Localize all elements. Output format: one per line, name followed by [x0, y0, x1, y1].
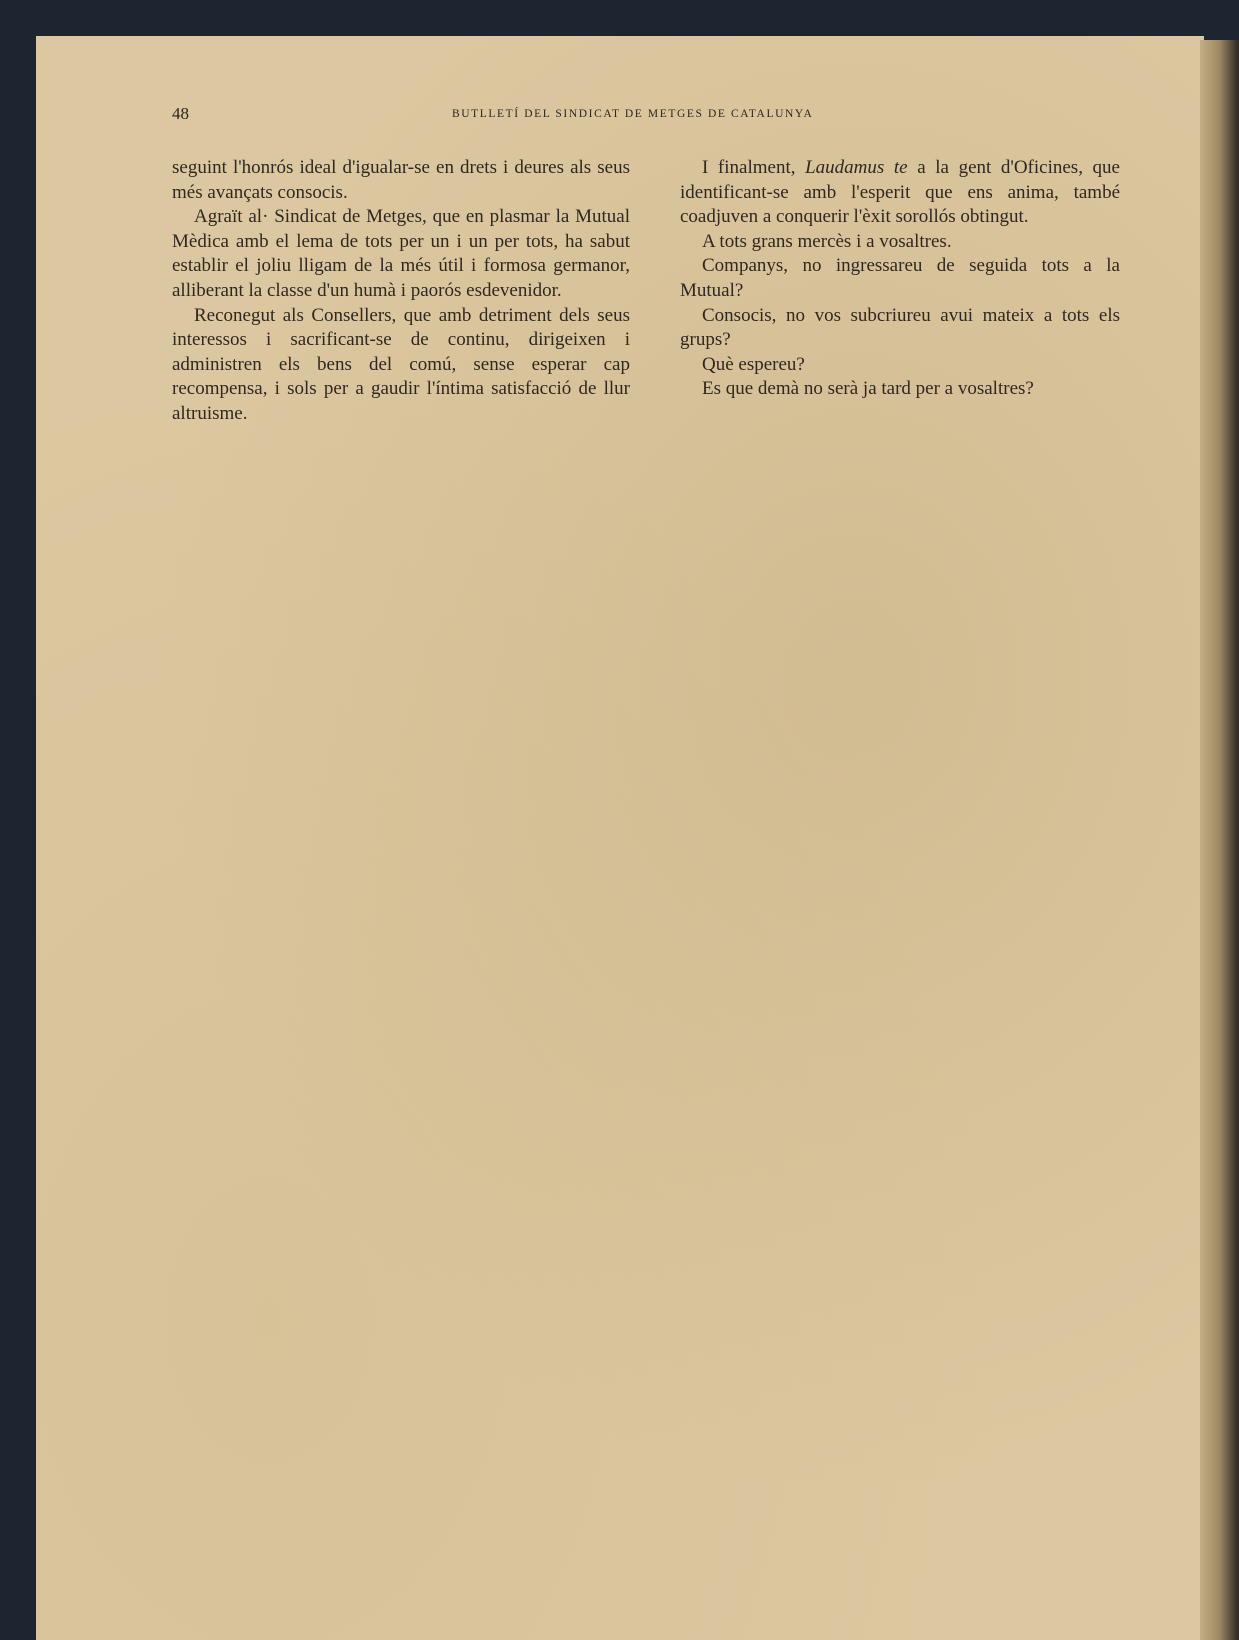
left-column: [172, 156, 630, 427]
paragraph: Consocis, no vos subcriureu avui mateix a tots els grups?: [680, 304, 1120, 351]
paragraph: Companys, no ingressareu de seguida tots a la Mutual?: [680, 255, 1120, 301]
latin-phrase: Laudamus te: [805, 157, 908, 178]
paragraph: A tots grans mercès i a vosaltres.: [702, 230, 952, 252]
running-title: BUTLLETÍ DEL SINDICAT DE METGES DE CATALUNYA: [452, 108, 814, 120]
page-header: [172, 104, 1132, 128]
paragraph: Agraït al· Sindicat de Metges, que en plasmar la Mutual Mèdica amb el lema de tots per un i un per tots, ha sabut establir el joliu lligam de la més útil i formosa germanor, alliberant la classe d'un humà i paorós esdevenidor.: [172, 206, 630, 301]
paragraph-text: a la gent d'Oficines, que identificant-se amb l'esperit que ens anima, també coadjuven a conquerir l'èxit sorollós obtingut.: [680, 157, 1120, 228]
paragraph: [680, 156, 1120, 230]
paragraph: Reconegut als Consellers, que amb detriment dels seus interessos i sacrificant-se de continu, dirigeixen i administren els bens del comú, sense esperar cap recompensa, i sols per a gaudir l'íntima satisfacció de llur altruisme.: [172, 304, 630, 424]
right-column: [680, 156, 1120, 402]
paragraph: Què espereu?: [702, 353, 805, 375]
facing-page-edge: [1200, 40, 1239, 1640]
paragraph: Es que demà no serà ja tard per a vosaltres?: [702, 378, 1034, 400]
paragraph-text: I finalment,: [702, 157, 806, 178]
page-number: 48: [172, 104, 189, 123]
paragraph: seguint l'honrós ideal d'igualar-se en drets i deures als seus més avançats consocis.: [172, 157, 630, 203]
